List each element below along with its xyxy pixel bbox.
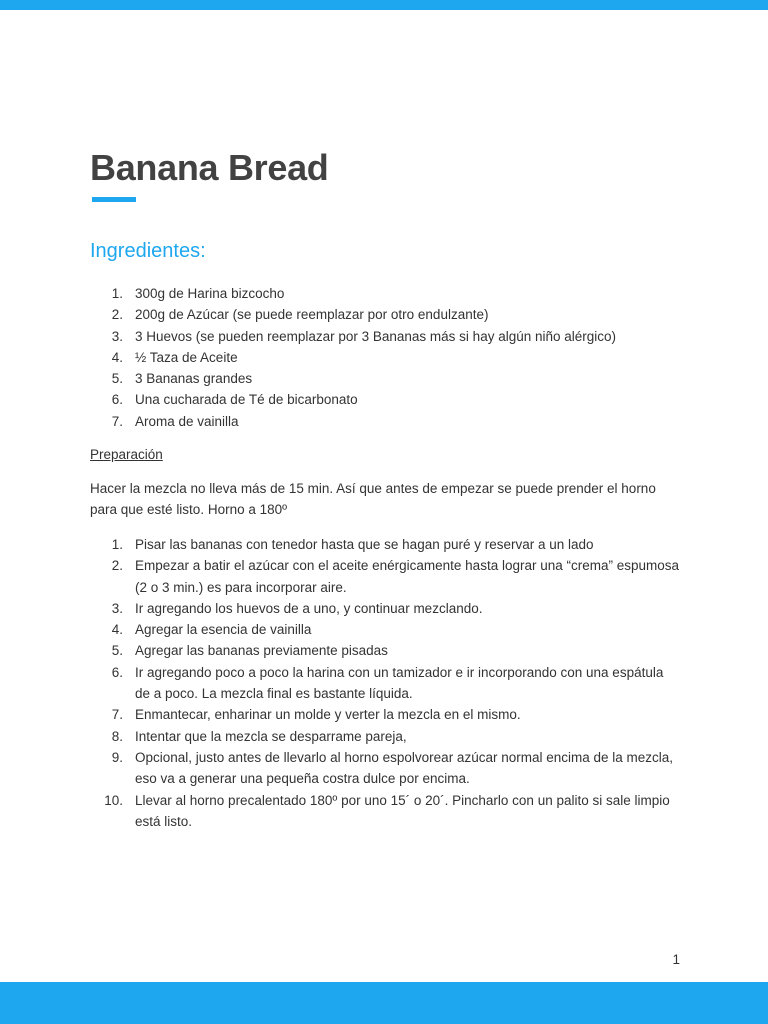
ingredient-item: [90, 326, 680, 347]
step-item: [90, 640, 680, 661]
ingredient-item: [90, 304, 680, 325]
ingredient-item: [90, 368, 680, 389]
step-item: [90, 747, 680, 790]
page-title: Banana Bread: [90, 147, 329, 188]
preparation-heading: Preparación: [90, 447, 163, 462]
ingredient-item: [90, 347, 680, 368]
ingredients-heading: Ingredientes:: [90, 240, 206, 262]
preparation-intro: Hacer la mezcla no lleva más de 15 min. Así que antes de empezar se puede prender el horno para que esté listo. Horno a 180º: [90, 481, 656, 517]
list-number: 7.: [111, 707, 123, 723]
step-text: Pisar las bananas con tenedor hasta que se hagan puré y reservar a un lado: [135, 537, 594, 552]
step-item: [90, 534, 680, 555]
ingredient-text: 3 Bananas grandes: [135, 371, 253, 387]
step-text: Agregar la esencia de vainilla: [135, 622, 312, 638]
list-number: 3.: [111, 328, 123, 344]
step-item: [90, 704, 680, 725]
list-number: 9.: [111, 749, 123, 765]
ingredient-item: [90, 389, 680, 410]
list-number: 1.: [111, 286, 123, 301]
list-number: 10.: [104, 792, 123, 808]
list-number: 6.: [111, 664, 123, 680]
step-text: Ir agregando poco a poco la harina con un tamizador e ir incorporando con una espátula de a poco. La mezcla final es bastante líquida.: [135, 664, 664, 702]
step-text: Intentar que la mezcla se desparrame pareja,: [135, 728, 407, 744]
ingredient-item: [90, 283, 680, 304]
page-number: 1: [672, 952, 680, 967]
ingredient-text: Aroma de vainilla: [135, 413, 239, 429]
list-number: 2.: [111, 307, 123, 323]
ingredient-text: 200g de Azúcar (se puede reemplazar por otro endulzante): [135, 307, 489, 323]
steps-list: [90, 534, 680, 832]
step-text: Agregar las bananas previamente pisadas: [135, 643, 388, 659]
list-number: 7.: [111, 413, 123, 429]
title-underline: [92, 197, 136, 202]
ingredient-text: ½ Taza de Aceite: [135, 349, 238, 365]
step-item: [90, 598, 680, 619]
list-number: 1.: [111, 537, 123, 552]
step-item: [90, 555, 680, 598]
list-number: 3.: [111, 600, 123, 616]
step-item: [90, 619, 680, 640]
ingredient-text: 300g de Harina bizcocho: [135, 286, 285, 301]
list-number: 2.: [111, 558, 123, 574]
list-number: 5.: [111, 371, 123, 387]
ingredient-item: [90, 411, 680, 432]
step-text: Empezar a batir el azúcar con el aceite enérgicamente hasta lograr una “crema” espumosa (2 o 3 min.) es para incorporar aire.: [135, 558, 680, 595]
list-number: 5.: [111, 643, 123, 659]
ingredient-text: 3 Huevos (se pueden reemplazar por 3 Bananas más si hay algún niño alérgico): [135, 328, 617, 344]
ingredient-text: Una cucharada de Té de bicarbonato: [135, 392, 358, 408]
ingredients-list: [90, 283, 680, 432]
step-item: [90, 790, 680, 833]
step-text: Opcional, justo antes de llevarlo al horno espolvorear azúcar normal encima de la mezcla, eso va a generar una pequeña costra dulce por encima.: [135, 749, 674, 787]
list-number: 8.: [111, 728, 123, 744]
step-item: [90, 726, 680, 747]
step-text: Llevar al horno precalentado 180º por uno 15´ o 20´. Pincharlo con un palito si sale limpio está listo.: [135, 792, 670, 829]
step-text: Enmantecar, enharinar un molde y verter la mezcla en el mismo.: [135, 707, 521, 723]
list-number: 6.: [111, 392, 123, 408]
top-accent-bar: [0, 0, 768, 10]
step-text: Ir agregando los huevos de a uno, y continuar mezclando.: [135, 600, 483, 616]
step-item: [90, 662, 680, 705]
list-number: 4.: [111, 349, 123, 365]
list-number: 4.: [111, 622, 123, 638]
bottom-accent-bar: [0, 982, 768, 1024]
